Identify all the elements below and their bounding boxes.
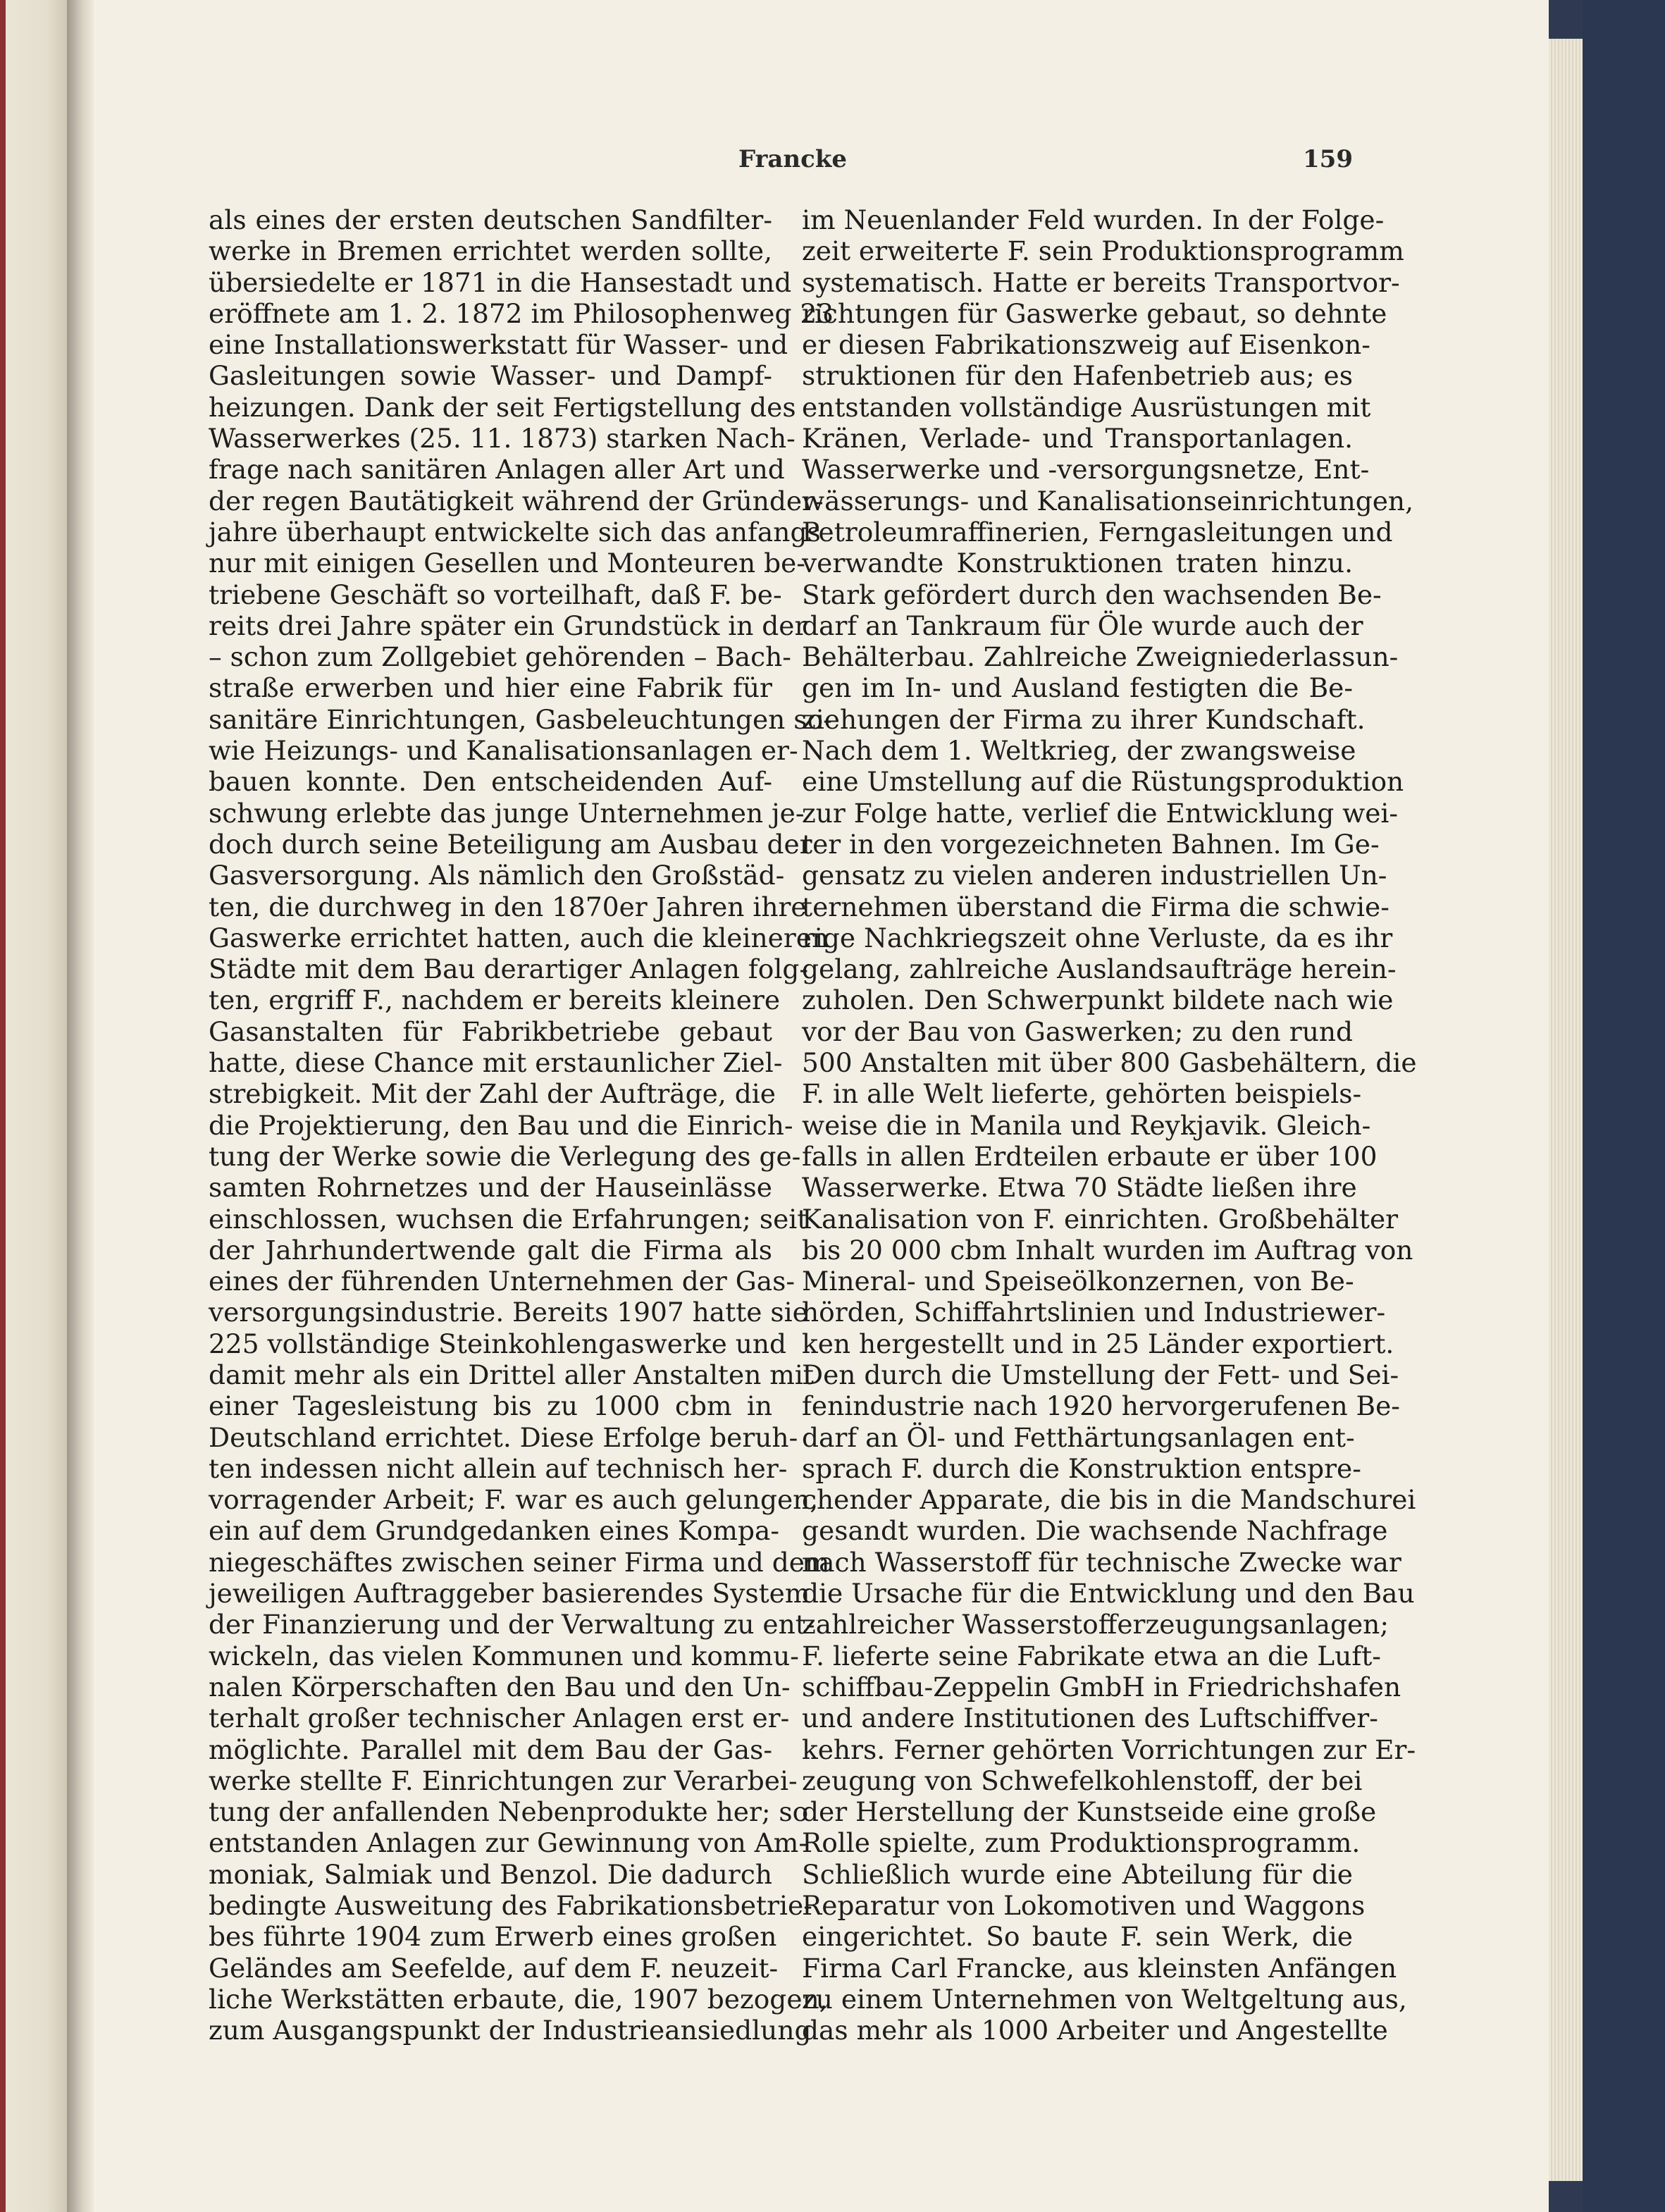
text-line: entstanden vollständige Ausrüstungen mit <box>802 391 1371 423</box>
text-line: 225 vollständige Steinkohlengaswerke und <box>209 1328 787 1359</box>
text-line: gesandt wurden. Die wachsende Nachfrage <box>802 1515 1388 1547</box>
text-line: jahre überhaupt entwickelte sich das anfangs <box>209 516 821 548</box>
text-line: zu einem Unternehmen von Weltgeltung aus, <box>802 1983 1407 2015</box>
text-line: der regen Bautätigkeit während der Gründer- <box>209 485 824 517</box>
text-line: doch durch seine Beteiligung am Ausbau der <box>209 828 812 860</box>
text-line: wie Heizungs- und Kanalisationsanlagen er- <box>209 735 798 767</box>
text-line: bedingte Ausweitung des Fabrikationsbetrie- <box>209 1890 812 1922</box>
text-line: systematisch. Hatte er bereits Transportvor- <box>802 266 1400 298</box>
text-line: triebene Geschäft so vorteilhaft, daß F. be- <box>209 579 782 610</box>
text-line: samten Rohrnetzes und der Hauseinlässe <box>209 1172 772 1204</box>
text-line: ein auf dem Grundgedanken eines Kompa- <box>209 1515 780 1547</box>
book-cover-edge <box>1583 0 1665 2212</box>
text-line: werke stellte F. Einrichtungen zur Verarbei- <box>209 1765 798 1796</box>
text-line: ten, die durchweg in den 1870er Jahren ihre <box>209 891 807 922</box>
text-line: ken hergestellt und in 25 Länder exportiert. <box>802 1328 1394 1359</box>
text-line: zahlreicher Wasserstofferzeugungsanlagen; <box>802 1609 1389 1641</box>
facing-page-edge <box>0 0 6 2212</box>
text-line: Stark gefördert durch den wachsenden Be- <box>802 579 1382 610</box>
text-line: F. lieferte seine Fabrikate etwa an die Luft- <box>802 1640 1381 1672</box>
text-line: frage nach sanitären Anlagen aller Art und <box>209 454 785 486</box>
running-head: Francke <box>738 145 848 173</box>
text-line: nach Wasserstoff für technische Zwecke war <box>802 1546 1401 1578</box>
text-line: Mineral- und Speiseölkonzernen, von Be- <box>802 1266 1354 1297</box>
text-line: zeugung von Schwefelkohlenstoff, der bei <box>802 1765 1363 1796</box>
text-line: straße erwerben und hier eine Fabrik für <box>209 672 772 704</box>
text-line: sanitäre Einrichtungen, Gasbeleuchtungen so- <box>209 703 832 735</box>
text-line: einschlossen, wuchsen die Erfahrungen; seit <box>209 1203 808 1235</box>
text-line: nalen Körperschaften den Bau und den Un- <box>209 1671 791 1703</box>
text-line: Gasversorgung. Als nämlich den Großstäd- <box>209 860 785 891</box>
text-line: reits drei Jahre später ein Grundstück in der <box>209 610 807 641</box>
text-line: – schon zum Zollgebiet gehörenden – Bach- <box>209 641 791 673</box>
text-line: Schließlich wurde eine Abteilung für die <box>802 1858 1353 1890</box>
text-line: F. in alle Welt lieferte, gehörten beispiels- <box>802 1078 1362 1110</box>
text-line: Petroleumraffinerien, Ferngasleitungen und <box>802 516 1393 548</box>
text-line: chender Apparate, die bis in die Mandschurei <box>802 1484 1416 1516</box>
text-line: Wasserwerkes (25. 11. 1873) starken Nach- <box>209 423 796 455</box>
text-line: gelang, zahlreiche Auslandsaufträge herein- <box>802 953 1397 985</box>
text-line: eröffnete am 1. 2. 1872 im Philosophenweg 23 <box>209 297 834 329</box>
text-line: Firma Carl Francke, aus kleinsten Anfängen <box>802 1952 1397 1984</box>
text-line: bes führte 1904 zum Erwerb eines großen <box>209 1921 777 1953</box>
text-line: tung der Werke sowie die Verlegung des ge- <box>209 1140 801 1172</box>
text-line: das mehr als 1000 Arbeiter und Angestellte <box>802 2015 1388 2046</box>
text-line: versorgungsindustrie. Bereits 1907 hatte sie <box>209 1297 808 1328</box>
text-line: Wasserwerke und -versorgungsnetze, Ent- <box>802 454 1370 486</box>
text-line: Behälterbau. Zahlreiche Zweigniederlassun- <box>802 641 1399 673</box>
text-line: Kränen, Verlade- und Transportanlagen. <box>802 423 1353 455</box>
text-line: strebigkeit. Mit der Zahl der Aufträge, die <box>209 1078 776 1110</box>
text-line: im Neuenlander Feld wurden. In der Folge- <box>802 204 1385 235</box>
text-line: gen im In- und Ausland festigten die Be- <box>802 672 1353 704</box>
text-line: zur Folge hatte, verlief die Entwicklung wei- <box>802 797 1399 829</box>
text-line: eine Umstellung auf die Rüstungsproduktion <box>802 766 1404 798</box>
text-line: vorragender Arbeit; F. war es auch gelungen, <box>209 1484 819 1516</box>
text-line: der Finanzierung und der Verwaltung zu ent- <box>209 1609 815 1641</box>
text-line: schiffbau-Zeppelin GmbH in Friedrichshafen <box>802 1671 1401 1703</box>
text-line: gensatz zu vielen anderen industriellen Un- <box>802 860 1387 891</box>
text-line: heizungen. Dank der seit Fertigstellung des <box>209 391 796 423</box>
text-line: richtungen für Gaswerke gebaut, so dehnte <box>802 297 1387 329</box>
page-edges <box>1549 39 1583 2181</box>
text-line: zum Ausgangspunkt der Industrieansiedlung <box>209 2015 812 2046</box>
text-line: damit mehr als ein Drittel aller Anstalten mit <box>209 1359 814 1390</box>
text-line: werke in Bremen errichtet werden sollte, <box>209 235 772 267</box>
text-line: der Herstellung der Kunstseide eine große <box>802 1796 1377 1828</box>
text-line: einer Tagesleistung bis zu 1000 cbm in <box>209 1390 772 1422</box>
text-line: 500 Anstalten mit über 800 Gasbehältern, die <box>802 1047 1417 1079</box>
text-line: jeweiligen Auftraggeber basierendes System <box>209 1578 810 1609</box>
text-line: wickeln, das vielen Kommunen und kommu- <box>209 1640 799 1672</box>
text-line: entstanden Anlagen zur Gewinnung von Am- <box>209 1827 808 1859</box>
text-line: möglichte. Parallel mit dem Bau der Gas- <box>209 1734 772 1765</box>
text-line: niegeschäftes zwischen seiner Firma und dem <box>209 1546 830 1578</box>
text-line: hörden, Schiffahrtslinien und Industriewer- <box>802 1297 1386 1328</box>
text-line: Gasanstalten für Fabrikbetriebe gebaut <box>209 1015 772 1047</box>
text-line: eingerichtet. So baute F. sein Werk, die <box>802 1921 1353 1953</box>
page-number: 159 <box>1303 145 1353 173</box>
text-line: als eines der ersten deutschen Sandfilter- <box>209 204 772 235</box>
text-line: kehrs. Ferner gehörten Vorrichtungen zur Er- <box>802 1734 1416 1765</box>
text-line: struktionen für den Hafenbetrieb aus; es <box>802 360 1353 392</box>
text-line: ten, ergriff F., nachdem er bereits kleinere <box>209 984 781 1016</box>
text-line: bauen konnte. Den entscheidenden Auf- <box>209 766 772 798</box>
right-text-column <box>802 204 1417 2046</box>
text-line: Kanalisation von F. einrichten. Großbehälter <box>802 1203 1399 1235</box>
text-line: die Ursache für die Entwicklung und den Bau <box>802 1578 1415 1609</box>
text-line: vor der Bau von Gaswerken; zu den rund <box>802 1015 1353 1047</box>
text-line: Gaswerke errichtet hatten, auch die kleineren <box>209 922 829 953</box>
text-line: Wasserwerke. Etwa 70 Städte ließen ihre <box>802 1172 1357 1204</box>
text-line: eines der führenden Unternehmen der Gas- <box>209 1266 795 1297</box>
text-line: Nach dem 1. Weltkrieg, der zwangsweise <box>802 735 1356 767</box>
text-line: Städte mit dem Bau derartiger Anlagen folg- <box>209 953 809 985</box>
text-line: fenindustrie nach 1920 hervorgerufenen Be- <box>802 1390 1400 1422</box>
text-line: ten indessen nicht allein auf technisch her- <box>209 1452 788 1484</box>
text-line: er diesen Fabrikationszweig auf Eisenkon- <box>802 329 1370 361</box>
text-line: Rolle spielte, zum Produktionsprogramm. <box>802 1827 1361 1859</box>
text-line: Gasleitungen sowie Wasser- und Dampf- <box>209 360 772 392</box>
text-line: ter in den vorgezeichneten Bahnen. Im Ge- <box>802 828 1380 860</box>
text-line: bis 20 000 cbm Inhalt wurden im Auftrag von <box>802 1234 1413 1266</box>
text-line: Geländes am Seefelde, auf dem F. neuzeit- <box>209 1952 779 1984</box>
text-line: und andere Institutionen des Luftschiffver- <box>802 1703 1378 1734</box>
text-line: Deutschland errichtet. Diese Erfolge beruh- <box>209 1421 798 1453</box>
text-line: übersiedelte er 1871 in die Hansestadt und <box>209 266 792 298</box>
text-line: rige Nachkriegszeit ohne Verluste, da es ihr <box>802 922 1393 953</box>
book-gutter <box>67 0 94 2212</box>
text-line: moniak, Salmiak und Benzol. Die dadurch <box>209 1858 772 1890</box>
text-line: Den durch die Umstellung der Fett- und Sei- <box>802 1359 1399 1390</box>
text-line: darf an Öl- und Fetthärtungsanlagen ent- <box>802 1421 1355 1453</box>
text-line: zeit erweiterte F. sein Produktionsprogramm <box>802 235 1404 267</box>
text-line: falls in allen Erdteilen erbaute er über 100 <box>802 1140 1378 1172</box>
left-text-column <box>209 204 834 2046</box>
text-line: terhalt großer technischer Anlagen erst er- <box>209 1703 790 1734</box>
text-line: nur mit einigen Gesellen und Monteuren be- <box>209 548 805 579</box>
text-line: verwandte Konstruktionen traten hinzu. <box>802 548 1353 579</box>
text-line: die Projektierung, den Bau und die Einrich- <box>209 1109 793 1141</box>
text-line: der Jahrhundertwende galt die Firma als <box>209 1234 772 1266</box>
text-line: Reparatur von Lokomotiven und Waggons <box>802 1890 1366 1922</box>
text-line: eine Installationswerkstatt für Wasser- und <box>209 329 788 361</box>
text-line: weise die in Manila und Reykjavik. Gleich- <box>802 1109 1371 1141</box>
text-line: schwung erlebte das junge Unternehmen je- <box>209 797 805 829</box>
text-line: wässerungs- und Kanalisationseinrichtungen, <box>802 485 1413 517</box>
facing-page <box>0 0 67 2212</box>
text-line: darf an Tankraum für Öle wurde auch der <box>802 610 1363 641</box>
text-line: sprach F. durch die Konstruktion entspre- <box>802 1452 1361 1484</box>
text-line: tung der anfallenden Nebenprodukte her; so <box>209 1796 809 1828</box>
text-line: zuholen. Den Schwerpunkt bildete nach wie <box>802 984 1394 1016</box>
text-line: hatte, diese Chance mit erstaunlicher Ziel- <box>209 1047 783 1079</box>
text-line: ternehmen überstand die Firma die schwie- <box>802 891 1389 922</box>
text-line: ziehungen der Firma zu ihrer Kundschaft. <box>802 703 1366 735</box>
text-line: liche Werkstätten erbaute, die, 1907 bezogen, <box>209 1983 828 2015</box>
